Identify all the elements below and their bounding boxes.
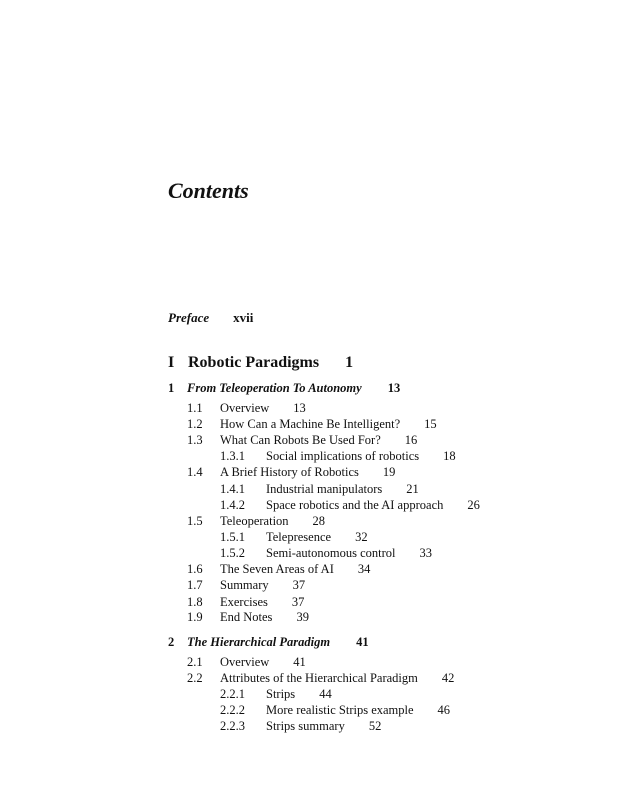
section-number: 2.1	[187, 655, 203, 669]
subsection-number: 1.5.1	[220, 530, 245, 544]
toc-section[interactable]	[187, 610, 309, 626]
preface-page: xvii	[233, 310, 254, 325]
part-number: I	[168, 354, 175, 371]
toc-chapter[interactable]	[168, 381, 400, 396]
section-title: Attributes of the Hierarchical Paradigm	[220, 671, 418, 685]
chapter-number: 2	[168, 635, 175, 649]
toc-subsection[interactable]	[220, 687, 332, 703]
section-title: How Can a Machine Be Intelligent?	[220, 417, 401, 431]
section-title: Summary	[220, 578, 269, 592]
subsection-page: 33	[419, 546, 432, 560]
toc-subsection[interactable]	[220, 449, 456, 465]
subsection-number: 2.2.3	[220, 719, 245, 733]
subsection-number: 2.2.1	[220, 687, 245, 701]
subsection-page: 18	[443, 449, 456, 463]
subsection-number: 1.4.2	[220, 498, 245, 512]
toc-subsection[interactable]	[220, 498, 480, 514]
toc-subsection[interactable]	[220, 546, 432, 562]
subsection-number: 2.2.2	[220, 703, 245, 717]
section-number: 1.5	[187, 514, 203, 528]
section-title: Overview	[220, 401, 270, 415]
section-title: What Can Robots Be Used For?	[220, 433, 381, 447]
section-title: Exercises	[220, 595, 268, 609]
section-title: Teleoperation	[220, 514, 289, 528]
part-title: Robotic Paradigms	[188, 354, 320, 371]
section-number: 1.2	[187, 417, 203, 431]
section-page: 37	[291, 595, 305, 609]
subsection-title: Industrial manipulators	[266, 482, 383, 496]
toc-section[interactable]	[187, 562, 370, 578]
section-number: 1.7	[187, 578, 203, 592]
section-title: Overview	[220, 655, 270, 669]
toc-preface[interactable]	[168, 310, 253, 326]
section-number: 1.1	[187, 401, 203, 415]
section-number: 1.3	[187, 433, 203, 447]
toc-section[interactable]	[187, 578, 305, 594]
toc-section[interactable]	[187, 465, 395, 481]
chapter-page: 41	[356, 635, 369, 649]
section-page: 16	[404, 433, 418, 447]
section-page: 19	[382, 465, 396, 479]
part-page: 1	[345, 354, 354, 371]
toc-chapter[interactable]	[168, 635, 369, 650]
section-page: 13	[293, 401, 306, 415]
toc-subsection[interactable]	[220, 719, 381, 735]
section-number: 1.9	[187, 610, 203, 624]
subsection-title: Strips summary	[266, 719, 345, 733]
section-number: 1.6	[187, 562, 203, 576]
toc-subsection[interactable]	[220, 482, 419, 498]
toc-section[interactable]	[187, 514, 325, 530]
section-page: 39	[296, 610, 309, 624]
subsection-title: Telepresence	[266, 530, 332, 544]
toc-section[interactable]	[187, 401, 306, 417]
section-number: 1.8	[187, 595, 203, 609]
subsection-page: 44	[319, 687, 332, 701]
subsection-page: 52	[368, 719, 382, 733]
toc-section[interactable]	[187, 417, 437, 433]
section-page: 34	[357, 562, 371, 576]
page-title: Contents	[168, 178, 249, 203]
section-title: The Seven Areas of AI	[220, 562, 334, 576]
section-title: End Notes	[220, 610, 273, 624]
subsection-page: 46	[437, 703, 451, 717]
subsection-number: 1.5.2	[220, 546, 245, 560]
section-title: A Brief History of Robotics	[220, 465, 359, 479]
chapter-title: The Hierarchical Paradigm	[187, 635, 331, 649]
toc-subsection[interactable]	[220, 703, 450, 719]
toc-subsection[interactable]	[220, 530, 368, 546]
toc-part[interactable]	[168, 354, 353, 372]
toc-section[interactable]	[187, 655, 306, 671]
toc-section[interactable]	[187, 433, 417, 449]
subsection-title: Strips	[266, 687, 296, 701]
section-page: 28	[312, 514, 326, 528]
subsection-page: 32	[355, 530, 368, 544]
chapter-number: 1	[168, 381, 175, 395]
section-page: 42	[441, 671, 455, 685]
chapter-page: 13	[387, 381, 401, 395]
section-page: 41	[293, 655, 306, 669]
subsection-title: More realistic Strips example	[266, 703, 414, 717]
section-page: 15	[424, 417, 437, 431]
toc-section[interactable]	[187, 671, 454, 687]
chapter-title: From Teleoperation To Autonomy	[187, 381, 362, 395]
section-number: 1.4	[187, 465, 203, 479]
section-number: 2.2	[187, 671, 203, 685]
toc-section[interactable]	[187, 595, 304, 611]
subsection-page: 21	[406, 482, 419, 496]
subsection-title: Semi-autonomous control	[266, 546, 396, 560]
subsection-number: 1.3.1	[220, 449, 245, 463]
subsection-title: Social implications of robotics	[266, 449, 420, 463]
section-page: 37	[292, 578, 306, 592]
subsection-number: 1.4.1	[220, 482, 245, 496]
preface-label: Preface	[168, 310, 210, 325]
subsection-page: 26	[467, 498, 480, 512]
subsection-title: Space robotics and the AI approach	[266, 498, 444, 512]
